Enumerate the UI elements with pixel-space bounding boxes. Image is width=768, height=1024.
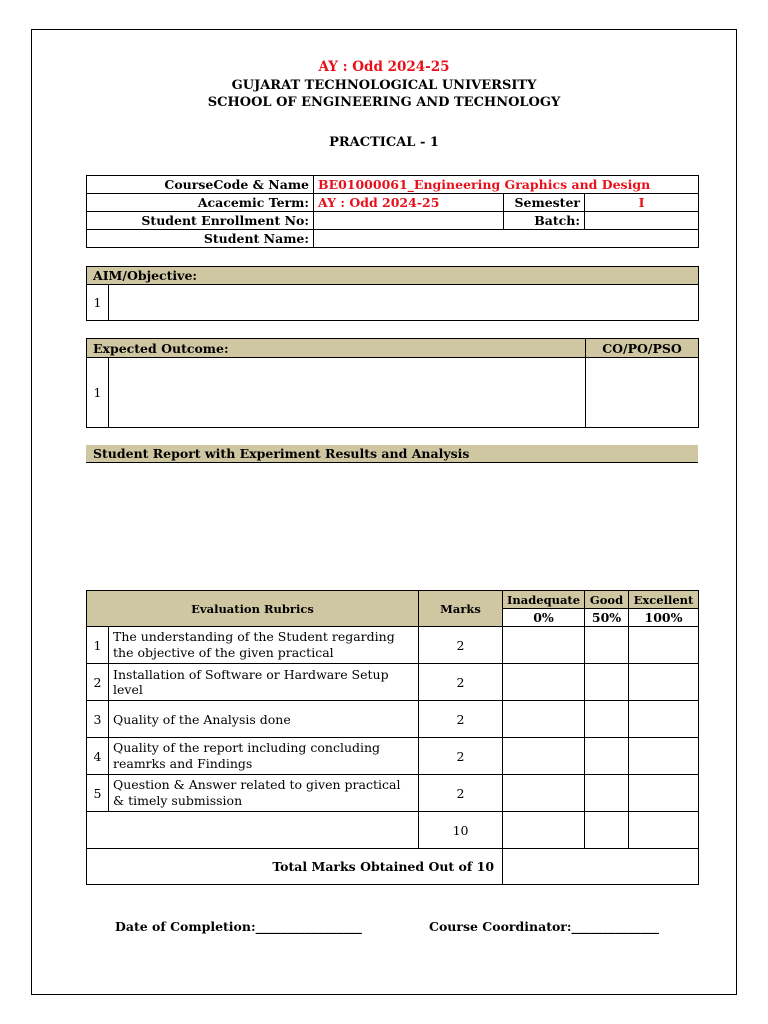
report-section-title: Student Report with Experiment Results and Analysis	[86, 445, 698, 463]
co-po-pso-header: CO/PO/PSO	[586, 339, 699, 358]
semester-label: Semester	[504, 194, 585, 212]
rubrics-table	[86, 590, 699, 885]
course-label: CourseCode & Name	[87, 176, 314, 194]
co-po-pso-field[interactable]	[586, 358, 699, 428]
rubric-text: The understanding of the Student regarding the objective of the given practical	[109, 627, 419, 664]
rubric-marks: 2	[419, 627, 503, 664]
school-name: SCHOOL OF ENGINEERING AND TECHNOLOGY	[207, 95, 561, 110]
enrollment-field[interactable]	[314, 212, 504, 230]
batch-label: Batch:	[504, 212, 585, 230]
inadequate-cell[interactable]	[503, 627, 585, 664]
excellent-cell[interactable]	[629, 701, 699, 738]
academic-year: AY : Odd 2024-25	[318, 59, 450, 75]
rubric-text: Installation of Software or Hardware Setup level	[109, 664, 419, 701]
good-cell[interactable]	[585, 627, 629, 664]
rubric-number: 4	[87, 738, 109, 775]
good-cell[interactable]	[585, 664, 629, 701]
table-row	[87, 627, 699, 664]
university-name: GUJARAT TECHNOLOGICAL UNIVERSITY	[231, 78, 537, 93]
rubric-number: 5	[87, 775, 109, 812]
obtained-marks-row	[87, 849, 699, 885]
table-row	[87, 738, 699, 775]
date-of-completion: Date of Completion:_________________	[115, 919, 362, 934]
inadequate-header: Inadequate	[503, 591, 585, 609]
student-name-label: Student Name:	[87, 230, 314, 248]
inadequate-percent: 0%	[503, 609, 585, 627]
practical-title: PRACTICAL - 1	[329, 135, 439, 150]
term-value: AY : Odd 2024-25	[314, 194, 504, 212]
excellent-cell[interactable]	[629, 664, 699, 701]
marks-header: Marks	[419, 591, 503, 627]
blank-cell	[87, 812, 419, 849]
inadequate-cell[interactable]	[503, 664, 585, 701]
excellent-percent: 100%	[629, 609, 699, 627]
inadequate-cell[interactable]	[503, 701, 585, 738]
inadequate-cell[interactable]	[503, 812, 585, 849]
outcome-field[interactable]	[109, 358, 586, 428]
good-cell[interactable]	[585, 812, 629, 849]
excellent-cell[interactable]	[629, 775, 699, 812]
excellent-cell[interactable]	[629, 812, 699, 849]
rubrics-header: Evaluation Rubrics	[87, 591, 419, 627]
excellent-cell[interactable]	[629, 627, 699, 664]
good-cell[interactable]	[585, 738, 629, 775]
good-cell[interactable]	[585, 775, 629, 812]
rubric-text: Question & Answer related to given practical & timely submission	[109, 775, 419, 812]
enrollment-label: Student Enrollment No:	[87, 212, 314, 230]
good-header: Good	[585, 591, 629, 609]
outcome-row-number: 1	[87, 358, 109, 428]
rubric-marks: 2	[419, 775, 503, 812]
course-coordinator: Course Coordinator:______________	[429, 919, 659, 934]
batch-field[interactable]	[585, 212, 699, 230]
student-name-field[interactable]	[314, 230, 699, 248]
rubric-marks: 2	[419, 701, 503, 738]
course-info-table	[86, 175, 699, 248]
good-percent: 50%	[585, 609, 629, 627]
outcome-title: Expected Outcome:	[87, 339, 586, 358]
semester-value: I	[585, 194, 699, 212]
table-row	[87, 775, 699, 812]
aim-title: AIM/Objective:	[87, 267, 699, 285]
rubric-number: 3	[87, 701, 109, 738]
total-marks-row	[87, 812, 699, 849]
aim-field[interactable]	[109, 285, 699, 321]
rubric-number: 1	[87, 627, 109, 664]
inadequate-cell[interactable]	[503, 775, 585, 812]
rubric-marks: 2	[419, 664, 503, 701]
excellent-header: Excellent	[629, 591, 699, 609]
total-obtained-field[interactable]	[503, 849, 699, 885]
outcome-table	[86, 338, 699, 428]
excellent-cell[interactable]	[629, 738, 699, 775]
rubric-number: 2	[87, 664, 109, 701]
rubric-text: Quality of the report including concluding reamrks and Findings	[109, 738, 419, 775]
table-row	[87, 664, 699, 701]
rubric-marks: 2	[419, 738, 503, 775]
total-marks: 10	[419, 812, 503, 849]
table-row	[87, 701, 699, 738]
total-obtained-label: Total Marks Obtained Out of 10	[87, 849, 503, 885]
good-cell[interactable]	[585, 701, 629, 738]
rubric-text: Quality of the Analysis done	[109, 701, 419, 738]
course-value: BE01000061_Engineering Graphics and Design	[314, 176, 699, 194]
term-label: Acacemic Term:	[87, 194, 314, 212]
inadequate-cell[interactable]	[503, 738, 585, 775]
aim-row-number: 1	[87, 285, 109, 321]
aim-table	[86, 266, 699, 321]
